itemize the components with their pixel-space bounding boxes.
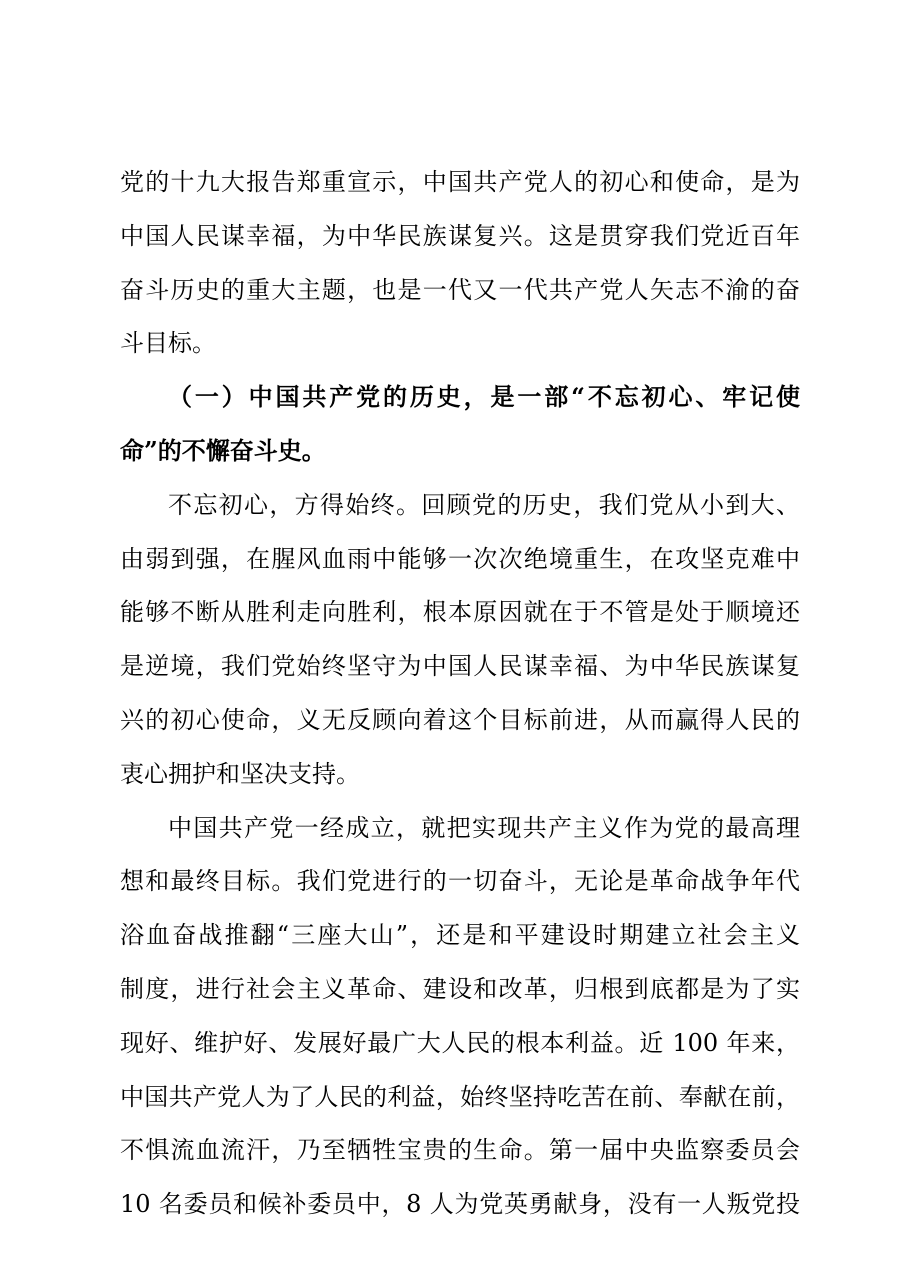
paragraph-line: 制度，进行社会主义革命、建设和改革，归根到底都是为了实 — [120, 975, 800, 1003]
paragraph-line: 由弱到强，在腥风血雨中能够一次次绝境重生，在攻坚克难中 — [120, 545, 800, 573]
paragraph-line: 10 名委员和候补委员中，8 人为党英勇献身，没有一人叛党投 — [120, 1190, 800, 1218]
paragraph-line: 斗目标。 — [120, 329, 216, 357]
section-heading-line: 命”的不懈奋斗史。 — [120, 436, 326, 465]
paragraph-line: 兴的初心使命，义无反顾向着这个目标前进，从而赢得人民的 — [120, 706, 800, 734]
paragraph-line: 不惧流血流汗，乃至牺牲宝贵的生命。第一届中央监察委员会 — [120, 1136, 800, 1164]
paragraph-line: 浴血奋战推翻“三座大山”，还是和平建设时期建立社会主义 — [120, 921, 800, 949]
paragraph-line: 党的十九大报告郑重宣示，中国共产党人的初心和使命，是为 — [120, 168, 800, 196]
paragraph-line: 中国人民谋幸福，为中华民族谋复兴。这是贯穿我们党近百年 — [120, 222, 800, 250]
paragraph-line: 中国共产党一经成立，就把实现共产主义作为党的最高理 — [168, 814, 800, 842]
paragraph-line: 中国共产党人为了人民的利益，始终坚持吃苦在前、奉献在前， — [120, 1083, 800, 1111]
paragraph-line: 衷心拥护和坚决支持。 — [120, 760, 360, 788]
paragraph-line: 现好、维护好、发展好最广大人民的根本利益。近 100 年来， — [120, 1029, 800, 1057]
paragraph-line: 不忘初心，方得始终。回顾党的历史，我们党从小到大、 — [168, 491, 800, 519]
paragraph-line: 奋斗历史的重大主题，也是一代又一代共产党人矢志不渝的奋 — [120, 276, 800, 304]
paragraph-line: 想和最终目标。我们党进行的一切奋斗，无论是革命战争年代 — [120, 867, 800, 895]
section-heading-line: （一）中国共产党的历史，是一部“不忘初心、牢记使 — [168, 382, 800, 411]
paragraph-line: 能够不断从胜利走向胜利，根本原因就在于不管是处于顺境还 — [120, 598, 800, 626]
paragraph-line: 是逆境，我们党始终坚守为中国人民谋幸福、为中华民族谋复 — [120, 652, 800, 680]
